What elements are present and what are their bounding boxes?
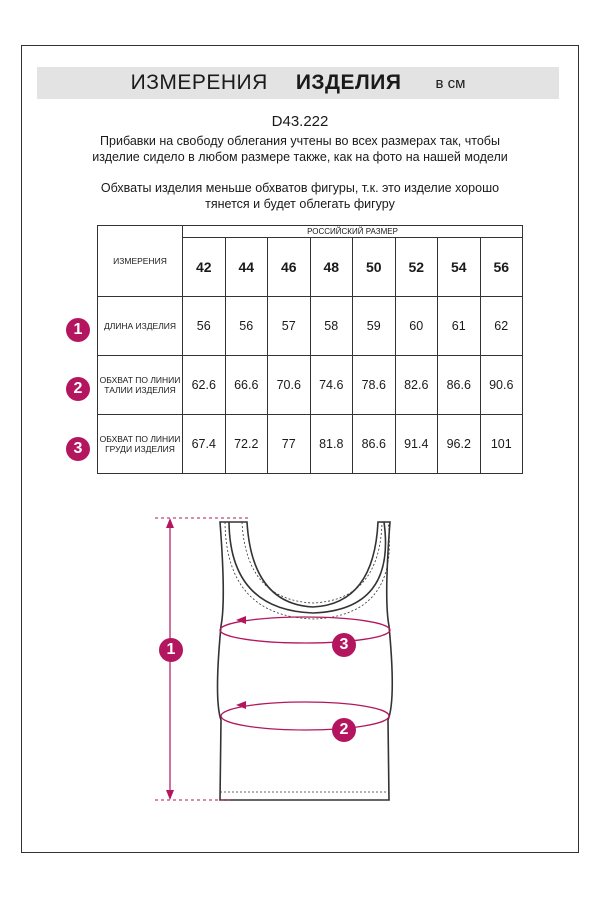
title-unit: в см	[435, 74, 466, 92]
table-cell: 81.8	[310, 415, 353, 474]
table-cell: 70.6	[268, 356, 311, 415]
table-cell: 86.6	[353, 415, 396, 474]
table-cell: 62.6	[183, 356, 226, 415]
chest-measure	[220, 616, 390, 643]
size-header: 44	[225, 238, 268, 297]
table-cell: 96.2	[438, 415, 481, 474]
size-header: 56	[480, 238, 523, 297]
size-header: 42	[183, 238, 226, 297]
table-cell: 82.6	[395, 356, 438, 415]
table-cell: 57	[268, 297, 311, 356]
size-header: 54	[438, 238, 481, 297]
chest-marker-badge: 3	[332, 633, 356, 657]
table-cell: 66.6	[225, 356, 268, 415]
size-header: 52	[395, 238, 438, 297]
row-number-badge: 1	[66, 318, 90, 342]
table-cell: 74.6	[310, 356, 353, 415]
row-number-badge: 3	[66, 437, 90, 461]
title-part2: ИЗДЕЛИЯ	[295, 71, 402, 94]
length-marker-badge: 1	[159, 638, 183, 662]
table-cell: 67.4	[183, 415, 226, 474]
table-cell: 72.2	[225, 415, 268, 474]
row-label: ДЛИНА ИЗДЕЛИЯ	[98, 297, 183, 356]
table-cell: 86.6	[438, 356, 481, 415]
table-cell: 90.6	[480, 356, 523, 415]
table-cell: 62	[480, 297, 523, 356]
table-cell: 77	[268, 415, 311, 474]
table-cell: 59	[353, 297, 396, 356]
table-cell: 78.6	[353, 356, 396, 415]
measure-header: ИЗМЕРЕНИЯ	[98, 226, 183, 297]
row-label: ОБХВАТ ПО ЛИНИИ ГРУДИ ИЗДЕЛИЯ	[98, 415, 183, 474]
size-header: 48	[310, 238, 353, 297]
article-code: D43.222	[271, 113, 329, 130]
size-group-header: РОССИЙСКИЙ РАЗМЕР	[183, 226, 523, 238]
table-cell: 60	[395, 297, 438, 356]
table-cell: 58	[310, 297, 353, 356]
table-cell: 56	[225, 297, 268, 356]
size-header: 50	[353, 238, 396, 297]
tank-top-outline	[218, 522, 393, 800]
note-fit: Прибавки на свободу облегания учтены во всех размерах так, чтобы изделие сидело в любом размере также, как на фото на нашей модели	[92, 134, 508, 164]
waist-measure	[221, 701, 389, 730]
table-cell: 91.4	[395, 415, 438, 474]
table-cell: 61	[438, 297, 481, 356]
title-part1: ИЗМЕРЕНИЯ	[130, 71, 268, 94]
table-cell: 56	[183, 297, 226, 356]
waist-marker-badge: 2	[332, 718, 356, 742]
table-cell: 101	[480, 415, 523, 474]
size-header: 46	[268, 238, 311, 297]
note-stretch: Обхваты изделия меньше обхватов фигуры, т.к. это изделие хорошо тянется и будет облегать фигуру	[100, 181, 500, 211]
row-label: ОБХВАТ ПО ЛИНИИ ТАЛИИ ИЗДЕЛИЯ	[98, 356, 183, 415]
row-number-badge: 2	[66, 377, 90, 401]
